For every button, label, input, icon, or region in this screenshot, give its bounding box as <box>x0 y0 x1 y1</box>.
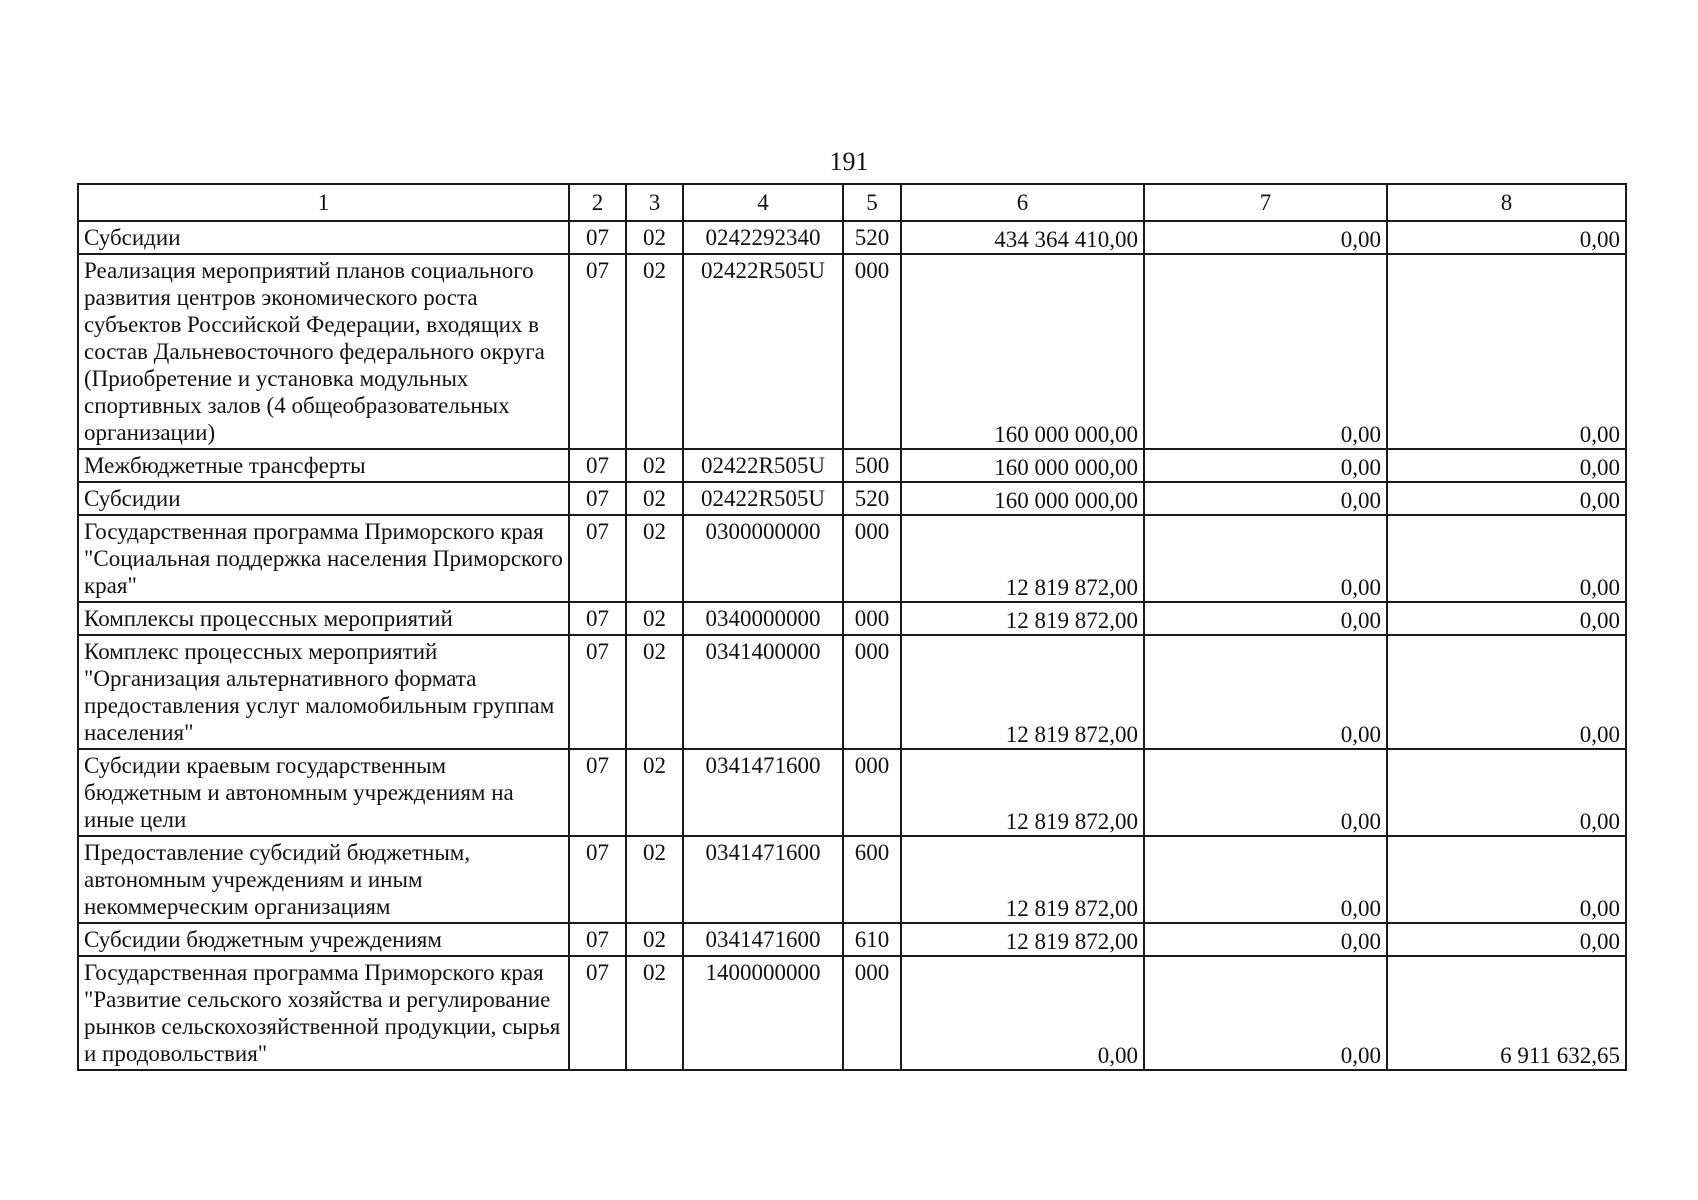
subsection-code: 02 <box>626 602 683 635</box>
header-cell: 3 <box>626 184 683 221</box>
target-article-code: 0242292340 <box>683 221 843 254</box>
subsection-code: 02 <box>626 449 683 482</box>
page-number: 191 <box>829 147 869 176</box>
expense-type-code: 610 <box>843 923 901 956</box>
expense-type-code: 000 <box>843 635 901 749</box>
expense-type-code: 600 <box>843 836 901 923</box>
amount-col-7: 0,00 <box>1144 254 1387 449</box>
row-name: Субсидии краевым государственным бюджетным и автономным учреждениям на иные цели <box>78 749 569 836</box>
row-name: Государственная программа Приморского края "Социальная поддержка населения Приморского края" <box>78 515 569 602</box>
expense-type-code: 000 <box>843 515 901 602</box>
amount-col-6: 12 819 872,00 <box>901 749 1144 836</box>
expense-type-code: 000 <box>843 254 901 449</box>
subsection-code: 02 <box>626 749 683 836</box>
table-row <box>78 254 1626 449</box>
target-article-code: 02422R505U <box>683 254 843 449</box>
row-name: Реализация мероприятий планов социального развития центров экономического роста субъектов Российской Федерации, входящих в состав Дальневосточного федерального округа (Приобретение и установка модульных спортивных залов (4 общеобразовательных организации) <box>78 254 569 449</box>
expense-type-code: 520 <box>843 221 901 254</box>
row-name: Межбюджетные трансферты <box>78 449 569 482</box>
target-article-code: 0340000000 <box>683 602 843 635</box>
section-code: 07 <box>569 956 626 1070</box>
amount-col-6: 0,00 <box>901 956 1144 1070</box>
table-row <box>78 956 1626 1070</box>
subsection-code: 02 <box>626 836 683 923</box>
expense-type-code: 000 <box>843 749 901 836</box>
amount-col-6: 12 819 872,00 <box>901 635 1144 749</box>
row-name: Комплексы процессных мероприятий <box>78 602 569 635</box>
table-row <box>78 515 1626 602</box>
table-row <box>78 602 1626 635</box>
header-cell: 4 <box>683 184 843 221</box>
section-code: 07 <box>569 635 626 749</box>
amount-col-6: 12 819 872,00 <box>901 602 1144 635</box>
subsection-code: 02 <box>626 635 683 749</box>
header-cell: 6 <box>901 184 1144 221</box>
row-name: Комплекс процессных мероприятий "Организация альтернативного формата предоставления услуг маломобильным группам населения" <box>78 635 569 749</box>
subsection-code: 02 <box>626 254 683 449</box>
amount-col-7: 0,00 <box>1144 923 1387 956</box>
amount-col-7: 0,00 <box>1144 836 1387 923</box>
subsection-code: 02 <box>626 482 683 515</box>
header-cell: 2 <box>569 184 626 221</box>
table-row <box>78 482 1626 515</box>
row-name: Субсидии <box>78 221 569 254</box>
amount-col-8: 0,00 <box>1387 482 1626 515</box>
header-cell: 1 <box>78 184 569 221</box>
amount-col-7: 0,00 <box>1144 635 1387 749</box>
expense-type-code: 520 <box>843 482 901 515</box>
amount-col-8: 0,00 <box>1387 923 1626 956</box>
amount-col-7: 0,00 <box>1144 515 1387 602</box>
amount-col-7: 0,00 <box>1144 449 1387 482</box>
amount-col-7: 0,00 <box>1144 956 1387 1070</box>
expense-type-code: 000 <box>843 956 901 1070</box>
subsection-code: 02 <box>626 515 683 602</box>
amount-col-8: 0,00 <box>1387 836 1626 923</box>
target-article-code: 1400000000 <box>683 956 843 1070</box>
header-cell: 7 <box>1144 184 1387 221</box>
expense-type-code: 000 <box>843 602 901 635</box>
table-row <box>78 749 1626 836</box>
header-cell: 8 <box>1387 184 1626 221</box>
table-row <box>78 635 1626 749</box>
header-row <box>78 184 1626 221</box>
section-code: 07 <box>569 482 626 515</box>
expense-type-code: 500 <box>843 449 901 482</box>
amount-col-7: 0,00 <box>1144 602 1387 635</box>
target-article-code: 0341471600 <box>683 836 843 923</box>
section-code: 07 <box>569 749 626 836</box>
amount-col-7: 0,00 <box>1144 221 1387 254</box>
section-code: 07 <box>569 254 626 449</box>
amount-col-7: 0,00 <box>1144 482 1387 515</box>
section-code: 07 <box>569 515 626 602</box>
amount-col-6: 434 364 410,00 <box>901 221 1144 254</box>
table-row <box>78 836 1626 923</box>
amount-col-8: 0,00 <box>1387 749 1626 836</box>
row-name: Государственная программа Приморского края "Развитие сельского хозяйства и регулирование рынков сельскохозяйственной продукции, сырья и продовольствия" <box>78 956 569 1070</box>
amount-col-8: 0,00 <box>1387 515 1626 602</box>
amount-col-8: 0,00 <box>1387 602 1626 635</box>
section-code: 07 <box>569 836 626 923</box>
target-article-code: 02422R505U <box>683 449 843 482</box>
row-name: Субсидии бюджетным учреждениям <box>78 923 569 956</box>
target-article-code: 0341400000 <box>683 635 843 749</box>
amount-col-6: 12 819 872,00 <box>901 836 1144 923</box>
section-code: 07 <box>569 221 626 254</box>
row-name: Предоставление субсидий бюджетным, автономным учреждениям и иным некоммерческим организациям <box>78 836 569 923</box>
amount-col-6: 160 000 000,00 <box>901 482 1144 515</box>
amount-col-8: 0,00 <box>1387 221 1626 254</box>
amount-col-6: 12 819 872,00 <box>901 923 1144 956</box>
table-row <box>78 221 1626 254</box>
amount-col-8: 0,00 <box>1387 635 1626 749</box>
amount-col-6: 160 000 000,00 <box>901 254 1144 449</box>
target-article-code: 0300000000 <box>683 515 843 602</box>
subsection-code: 02 <box>626 221 683 254</box>
section-code: 07 <box>569 923 626 956</box>
amount-col-8: 0,00 <box>1387 254 1626 449</box>
row-name: Субсидии <box>78 482 569 515</box>
amount-col-8: 0,00 <box>1387 449 1626 482</box>
target-article-code: 02422R505U <box>683 482 843 515</box>
amount-col-6: 12 819 872,00 <box>901 515 1144 602</box>
amount-col-8: 6 911 632,65 <box>1387 956 1626 1070</box>
target-article-code: 0341471600 <box>683 749 843 836</box>
section-code: 07 <box>569 602 626 635</box>
subsection-code: 02 <box>626 923 683 956</box>
section-code: 07 <box>569 449 626 482</box>
amount-col-7: 0,00 <box>1144 749 1387 836</box>
budget-table <box>77 183 1627 1071</box>
table-row <box>78 449 1626 482</box>
header-cell: 5 <box>843 184 901 221</box>
table-row <box>78 923 1626 956</box>
subsection-code: 02 <box>626 956 683 1070</box>
amount-col-6: 160 000 000,00 <box>901 449 1144 482</box>
target-article-code: 0341471600 <box>683 923 843 956</box>
